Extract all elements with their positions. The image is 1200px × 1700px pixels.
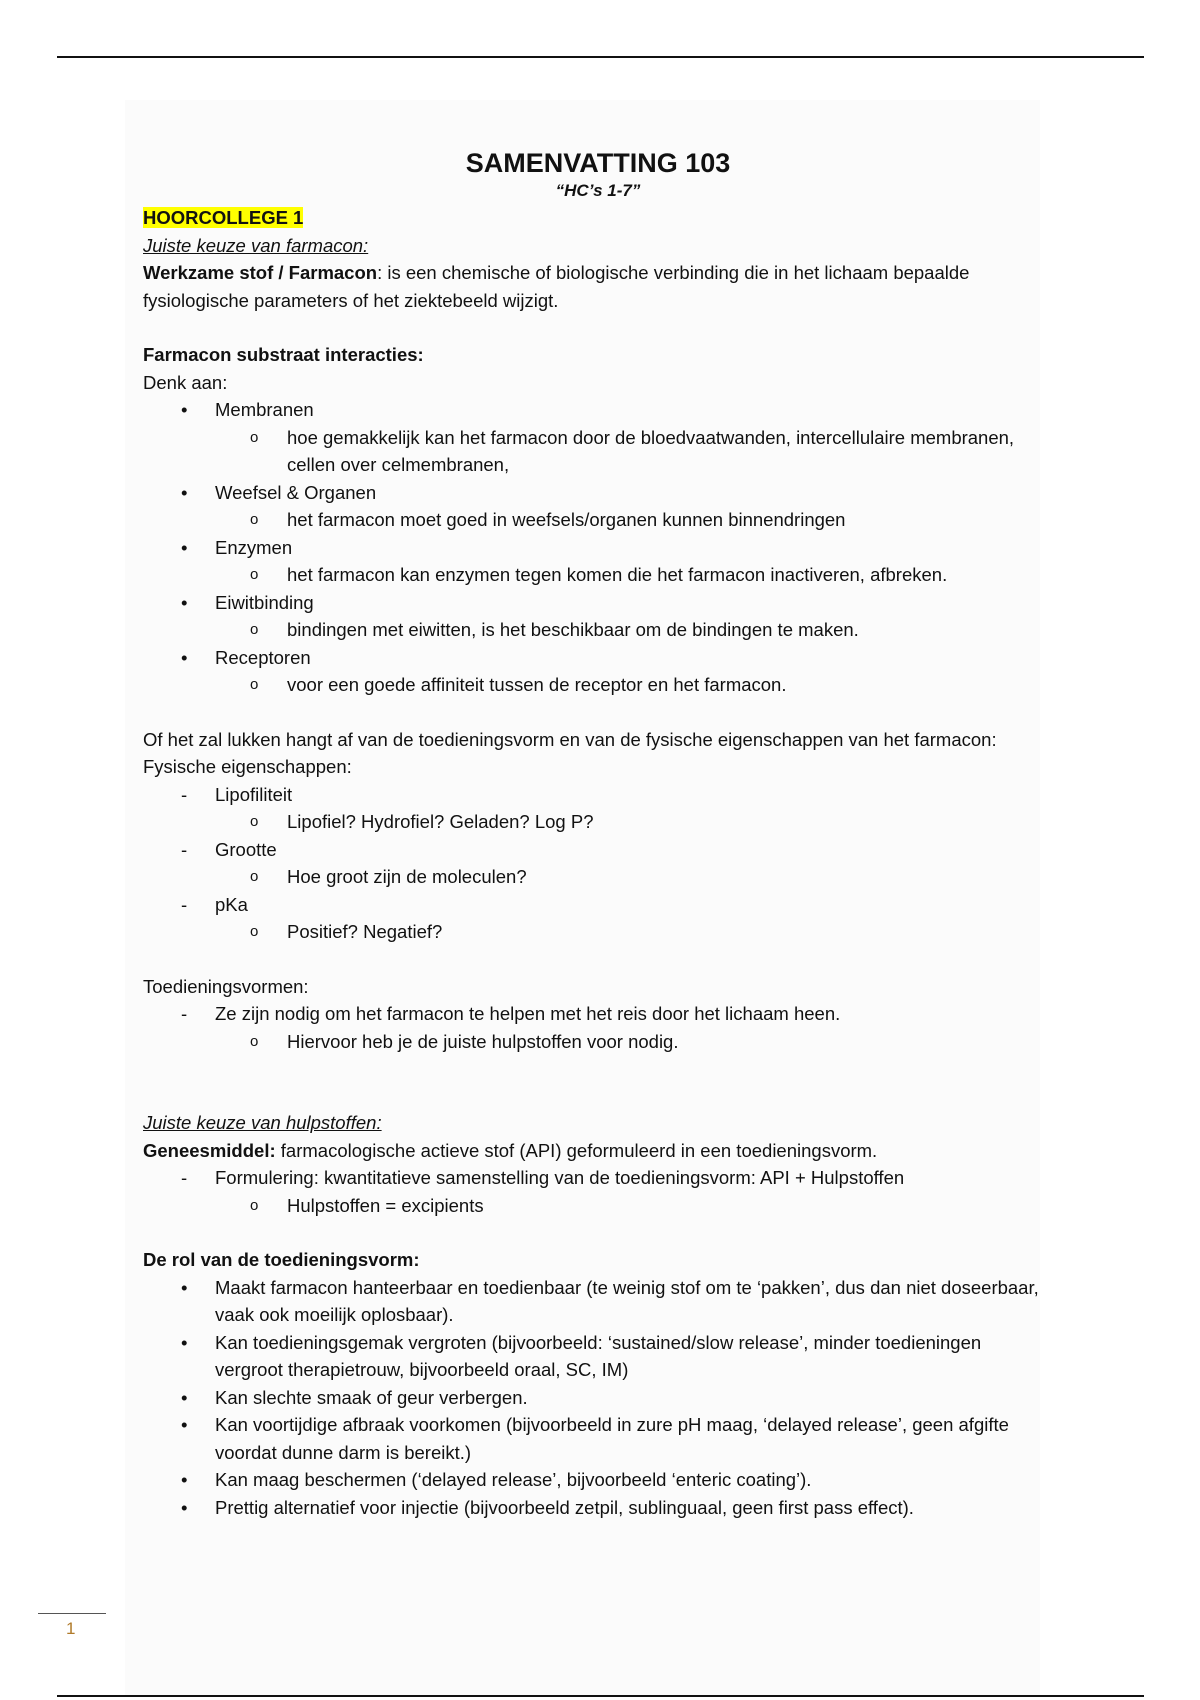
- list-item: • Membranen: [143, 396, 1053, 424]
- role-heading: De rol van de toedieningsvorm:: [143, 1249, 420, 1270]
- header-rule: [57, 56, 1144, 58]
- list-item: - Lipofiliteit: [143, 781, 1053, 809]
- list-item: • Prettig alternatief voor injectie (bijvoorbeeld zetpil, sublinguaal, geen first pass effect).: [143, 1494, 1053, 1522]
- dash-icon: -: [181, 783, 188, 805]
- dash-icon: -: [181, 838, 188, 860]
- sub-list-item: o Hulpstoffen = excipients: [143, 1192, 1053, 1220]
- circle-bullet-icon: o: [250, 1032, 259, 1050]
- list-item: - Grootte: [143, 836, 1053, 864]
- page-number-rule: [38, 1613, 106, 1614]
- definition-text: : is een chemische of biologische verbinding die in het lichaam bepaalde fysiologische parameters of het ziektebeeld wijzigt.: [143, 262, 970, 311]
- circle-bullet-icon: o: [250, 1196, 259, 1214]
- bullet-icon: •: [181, 1469, 188, 1490]
- bullet-icon: •: [181, 646, 188, 668]
- list-item: - Ze zijn nodig om het farmacon te helpen met het reis door het lichaam heen.: [143, 1000, 1053, 1028]
- list-item: • Maakt farmacon hanteerbaar en toedienbaar (te weinig stof om te ‘pakken’, dus dan niet doseerbaar, vaak ook moeilijk oplosbaar).: [143, 1274, 1053, 1329]
- formulering-list: [143, 1164, 1053, 1219]
- definition-geneesmiddel: [143, 1137, 1053, 1165]
- list-item: • Eiwitbinding: [143, 589, 1053, 617]
- sub-list-item: o het farmacon moet goed in weefsels/organen kunnen binnendringen: [143, 506, 1053, 534]
- role-list: [143, 1274, 1053, 1522]
- list-item: - Formulering: kwantitatieve samenstelling van de toedieningsvorm: API + Hulpstoffen: [143, 1164, 1053, 1192]
- document-subtitle: “HC’s 1-7”: [555, 181, 641, 200]
- sub-list-item: o hoe gemakkelijk kan het farmacon door de bloedvaatwanden, intercellulaire membranen, cellen over celmembranen,: [143, 424, 1053, 479]
- document-title: SAMENVATTING 103: [465, 148, 731, 178]
- definition-text: farmacologische actieve stof (API) geformuleerd in een toedieningsvorm.: [275, 1139, 878, 1161]
- page-number: 1: [66, 1619, 76, 1638]
- success-paragraph: Of het zal lukken hangt af van de toedieningsvorm en van de fysische eigenschappen van het farmacon:: [143, 728, 997, 750]
- physical-heading: Fysische eigenschappen:: [143, 756, 352, 777]
- bullet-icon: •: [181, 399, 188, 420]
- forms-list: [143, 1000, 1053, 1055]
- dash-icon: -: [181, 1167, 188, 1188]
- bullet-icon: •: [181, 1496, 188, 1518]
- sub-list-item: o Positief? Negatief?: [143, 918, 1053, 946]
- document-body: [143, 146, 1053, 1521]
- bullet-icon: •: [181, 481, 188, 503]
- bullet-icon: •: [181, 591, 188, 613]
- bullet-icon: •: [181, 1276, 188, 1298]
- circle-bullet-icon: o: [250, 566, 259, 583]
- dash-icon: -: [181, 1003, 188, 1024]
- list-item: • Kan toedieningsgemak vergroten (bijvoorbeeld: ‘sustained/slow release’, minder toedieningen vergroot therapietrouw, bijvoorbeeld oraal, SC, IM): [143, 1329, 1053, 1384]
- list-item: - pKa: [143, 891, 1053, 919]
- list-item: • Kan voortijdige afbraak voorkomen (bijvoorbeeld in zure pH maag, ‘delayed release’, geen afgifte voordat dunne darm is bereikt.): [143, 1411, 1053, 1466]
- dash-icon: -: [181, 893, 188, 915]
- circle-bullet-icon: o: [250, 813, 259, 830]
- circle-bullet-icon: o: [250, 511, 259, 528]
- footer-rule: [57, 1695, 1144, 1697]
- sub-list-item: o Hoe groot zijn de moleculen?: [143, 863, 1053, 891]
- sub-list-item: o het farmacon kan enzymen tegen komen die het farmacon inactiveren, afbreken.: [143, 561, 1053, 589]
- circle-bullet-icon: o: [250, 621, 259, 638]
- bullet-icon: •: [181, 1414, 188, 1435]
- subheading-farmacon: Juiste keuze van farmacon:: [143, 234, 369, 256]
- bullet-icon: •: [181, 1331, 188, 1353]
- definition-farmacon: [143, 259, 1053, 314]
- circle-bullet-icon: o: [250, 676, 259, 693]
- list-item: • Enzymen: [143, 534, 1053, 562]
- sub-list-item: o voor een goede affiniteit tussen de receptor en het farmacon.: [143, 671, 1053, 699]
- list-item: • Kan maag beschermen (‘delayed release’, bijvoorbeeld ‘enteric coating’).: [143, 1466, 1053, 1494]
- lecture-heading: HOORCOLLEGE 1: [143, 207, 304, 228]
- list-item: • Kan slechte smaak of geur verbergen.: [143, 1384, 1053, 1412]
- interactions-list: [143, 396, 1053, 699]
- definition-term: Geneesmiddel:: [143, 1139, 276, 1161]
- bullet-icon: •: [181, 1386, 188, 1408]
- list-item: • Weefsel & Organen: [143, 479, 1053, 507]
- bullet-icon: •: [181, 536, 188, 558]
- sub-list-item: o Lipofiel? Hydrofiel? Geladen? Log P?: [143, 808, 1053, 836]
- circle-bullet-icon: o: [250, 428, 259, 446]
- subheading-hulpstoffen: Juiste keuze van hulpstoffen:: [143, 1112, 382, 1133]
- physical-list: [143, 781, 1053, 946]
- list-item: • Receptoren: [143, 644, 1053, 672]
- interactions-heading: Farmacon substraat interacties:: [143, 344, 424, 365]
- denk-aan-label: Denk aan:: [143, 371, 228, 393]
- definition-term: Werkzame stof / Farmacon: [143, 262, 378, 283]
- sub-list-item: o bindingen met eiwitten, is het beschikbaar om de bindingen te maken.: [143, 616, 1053, 644]
- sub-list-item: o Hiervoor heb je de juiste hulpstoffen voor nodig.: [143, 1028, 1053, 1056]
- circle-bullet-icon: o: [250, 923, 259, 940]
- forms-heading: Toedieningsvormen:: [143, 975, 309, 997]
- circle-bullet-icon: o: [250, 868, 259, 885]
